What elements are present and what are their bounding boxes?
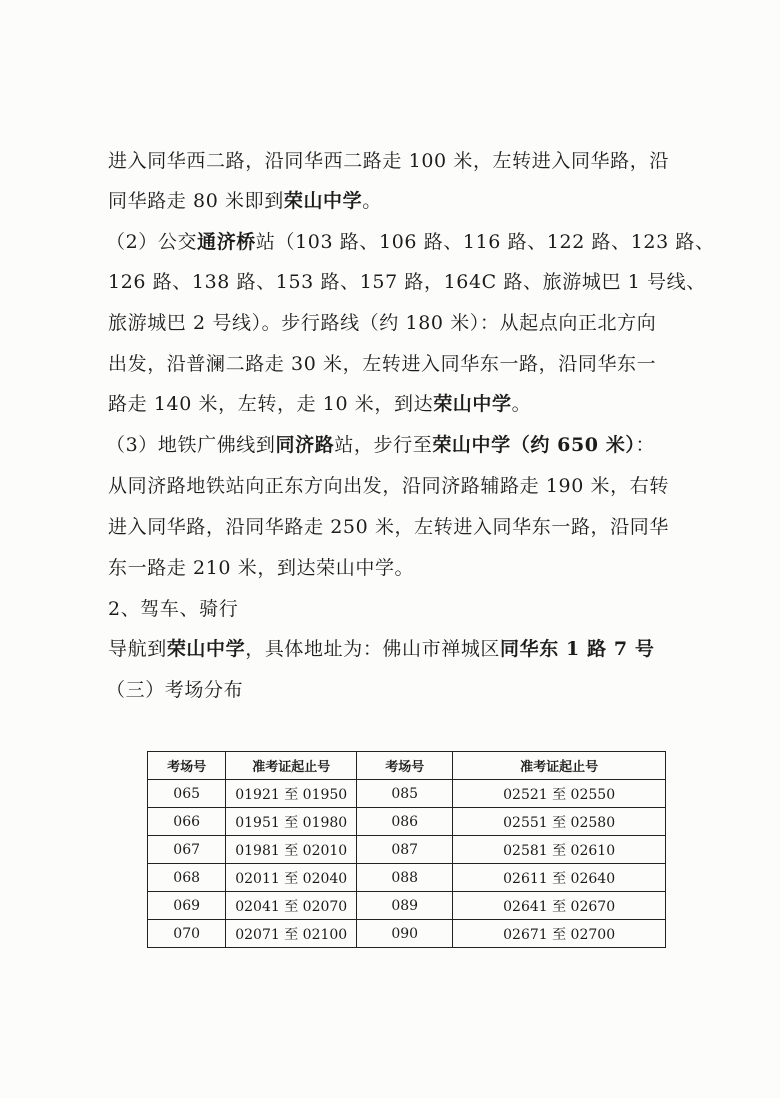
text-segment: 出发，沿普澜二路走 30 米，左转进入同华东一路，沿同华东一 <box>108 353 657 375</box>
table-cell: 02041 至 02070 <box>226 892 357 920</box>
table-row <box>148 836 666 864</box>
table-cell: 090 <box>357 920 453 948</box>
table-cell: 087 <box>357 836 453 864</box>
text-segment: ，具体地址为：佛山市禅城区 <box>245 638 501 660</box>
paragraph-line <box>108 311 656 335</box>
table-row <box>148 808 666 836</box>
text-segment: 进入同华西二路，沿同华西二路走 100 米，左转进入同华路，沿 <box>108 150 669 172</box>
text-segment: 。 <box>362 190 382 212</box>
table-cell: 02611 至 02640 <box>453 864 666 892</box>
table-cell: 02641 至 02670 <box>453 892 666 920</box>
table-row <box>148 892 666 920</box>
table-cell: 02011 至 02040 <box>226 864 357 892</box>
paragraph-line <box>108 149 669 173</box>
table-cell: 02521 至 02550 <box>453 780 666 808</box>
table-cell: 069 <box>148 892 226 920</box>
text-segment: 。 <box>511 393 532 415</box>
table-cell: 086 <box>357 808 453 836</box>
bold-text-segment: 通济桥 <box>197 231 256 253</box>
table-header-row <box>148 752 666 780</box>
text-segment: 站，步行至 <box>334 434 433 456</box>
paragraph-line <box>108 270 706 294</box>
table-cell: 067 <box>148 836 226 864</box>
table-cell: 065 <box>148 780 226 808</box>
text-segment: 从同济路地铁站向正东方向出发，沿同济路辅路走 190 米，右转 <box>108 475 669 497</box>
table-cell: 085 <box>357 780 453 808</box>
text-segment: 进入同华路，沿同华路走 250 米，左转进入同华东一路，沿同华 <box>108 516 669 538</box>
paragraph-line <box>108 556 414 580</box>
paragraph-line <box>106 433 655 457</box>
text-segment: 导航到 <box>108 638 167 660</box>
paragraph-line <box>106 230 715 254</box>
table-cell: 068 <box>148 864 226 892</box>
paragraph-line <box>108 597 238 621</box>
table-cell: 01951 至 01980 <box>226 808 357 836</box>
text-segment: 126 路、138 路、153 路、157 路，164C 路、旅游城巴 1 号线、 <box>108 271 706 293</box>
table-row <box>148 864 666 892</box>
bold-text-segment: 荣山中学 <box>433 393 512 415</box>
table-cell: 01981 至 02010 <box>226 836 357 864</box>
table-cell: 088 <box>357 864 453 892</box>
paragraph-line <box>108 515 669 539</box>
table-cell: 02551 至 02580 <box>453 808 666 836</box>
bold-text-segment: 荣山中学 <box>166 638 246 660</box>
text-segment: 2、驾车、骑行 <box>108 598 239 620</box>
text-segment: （2）公交 <box>106 231 198 253</box>
table-cell: 070 <box>148 920 226 948</box>
exam-room-table <box>147 751 666 948</box>
bold-text-segment: 荣山中学（约 650 米） <box>432 434 636 456</box>
table-cell: 02671 至 02700 <box>453 920 666 948</box>
table-row <box>148 780 666 808</box>
text-segment: 站（103 路、106 路、116 路、122 路、123 路、 <box>255 231 715 253</box>
bold-text-segment: 同华东 1 路 7 号 <box>500 638 655 660</box>
table-cell: 02581 至 02610 <box>453 836 666 864</box>
section-heading <box>106 678 243 702</box>
text-segment: 东一路走 210 米，到达荣山中学。 <box>108 557 415 579</box>
text-segment: （三）考场分布 <box>106 679 244 701</box>
table-cell: 089 <box>357 892 453 920</box>
paragraph-line <box>108 392 531 416</box>
column-header: 考场号 <box>148 752 226 780</box>
text-segment: 旅游城巴 2 号线）。步行路线（约 180 米）：从起点向正北方向 <box>108 312 657 334</box>
bold-text-segment: 同济路 <box>275 434 335 456</box>
paragraph-line <box>108 474 669 498</box>
text-segment: ： <box>635 434 656 456</box>
column-header: 准考证起止号 <box>453 752 666 780</box>
bold-text-segment: 荣山中学 <box>283 190 363 212</box>
text-segment: （3）地铁广佛线到 <box>106 434 276 456</box>
column-header: 准考证起止号 <box>226 752 357 780</box>
table-cell: 01921 至 01950 <box>226 780 357 808</box>
column-header: 考场号 <box>357 752 453 780</box>
paragraph-line <box>108 189 382 213</box>
paragraph-line <box>108 637 655 661</box>
table-row <box>148 920 666 948</box>
text-segment: 同华路走 80 米即到 <box>108 190 284 212</box>
text-segment: 路走 140 米，左转，走 10 米，到达 <box>108 393 434 415</box>
table-cell: 02071 至 02100 <box>226 920 357 948</box>
paragraph-line <box>108 352 656 376</box>
table-cell: 066 <box>148 808 226 836</box>
